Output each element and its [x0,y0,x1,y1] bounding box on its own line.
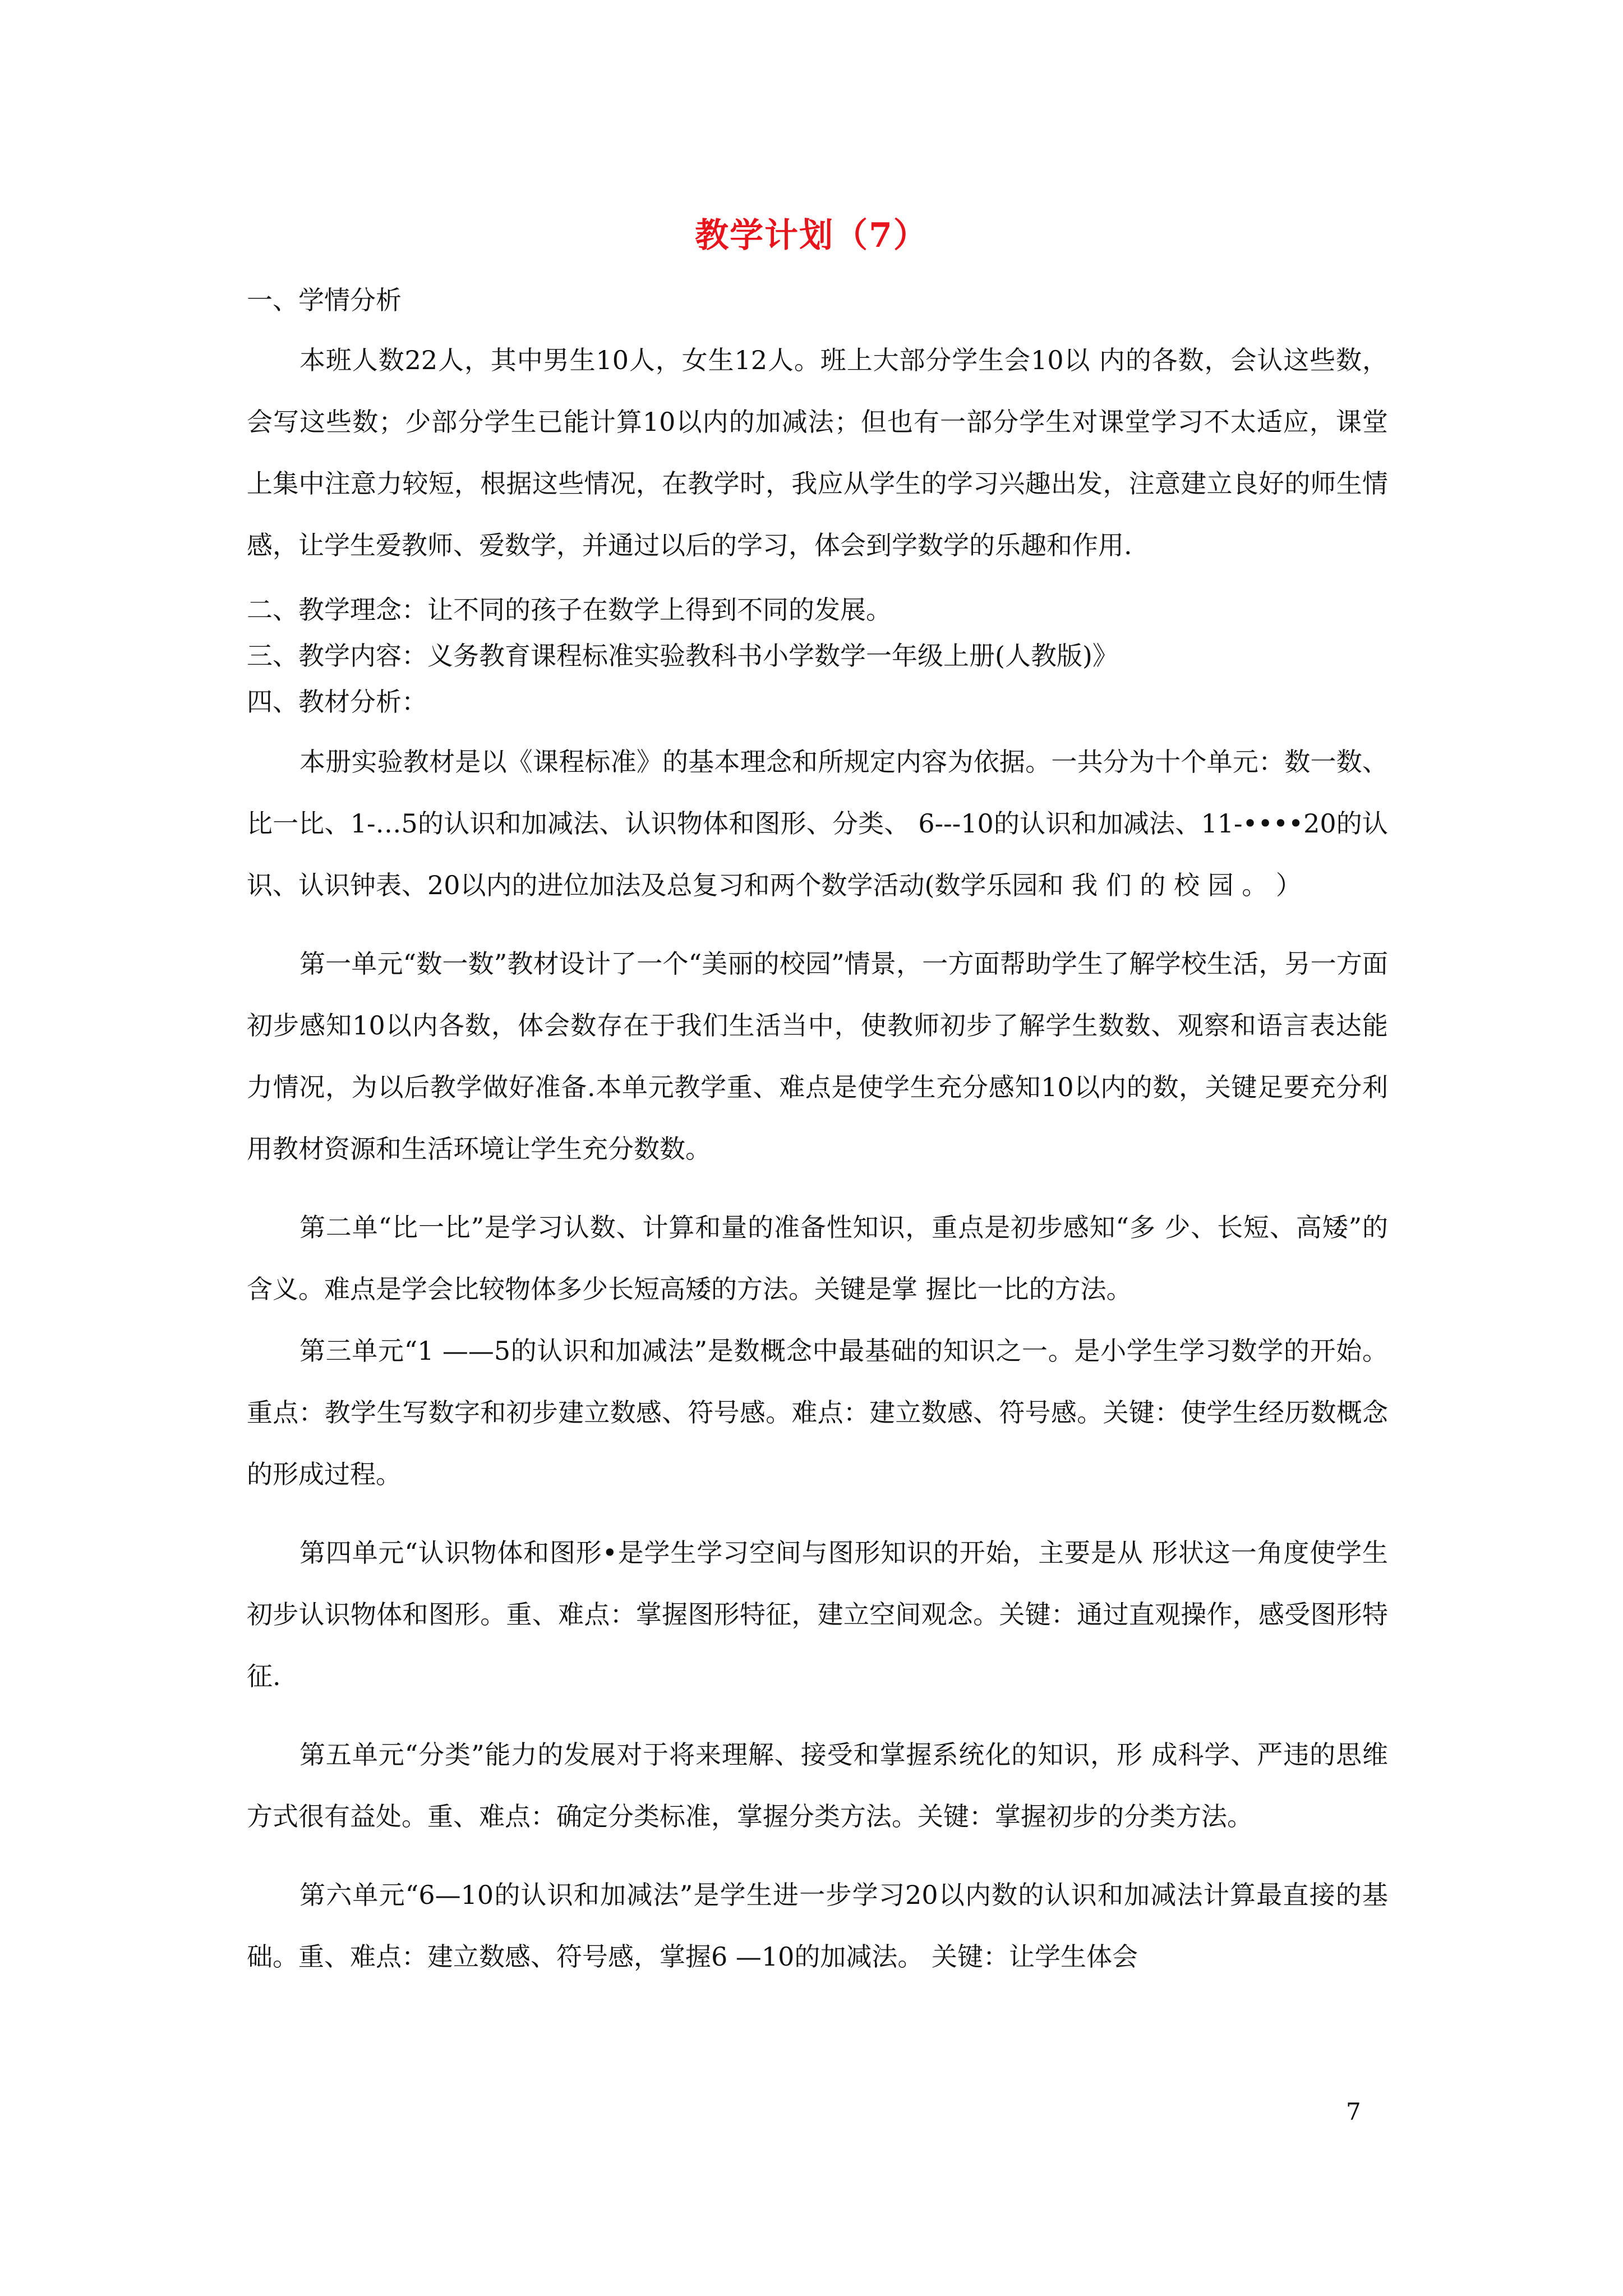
paragraph-unit-1: 第一单元“数一数”教材设计了一个“美丽的校园”情景，一方面帮助学生了解学校生活，另一方面初步感知10以内各数，体会数存在于我们生活当中，使教师初步了解学生数数、观察和语言表达能力情况，为以后教学做好准备.本单元教学重、难点是使学生充分感知10以内的数，关键足要充分利用教材资源和生活环境让学生充分数数。 [247,949,1388,1164]
section-heading-teaching-content: 三、教学内容：义务教育课程标准实验教科书小学数学一年级上册(人教版)》 [247,641,1118,671]
document-body [247,283,1388,1987]
paragraph-unit-4: 第四单元“认识物体和图形•是学生学习空间与图形知识的开始，主要是从 形状这一角度使学生初步认识物体和图形。重、难点：掌握图形特征，建立空间观念。关键：通过直观操作，感受图形特征. [247,1538,1388,1691]
page-title: 教学计划（7） [695,216,928,255]
paragraph-student-analysis: 本班人数22人，其中男生10人，女生12人。班上大部分学生会10以 内的各数，会认这些数，会写这些数；少部分学生已能计算10以内的加减法；但也有一部分学生对课堂学习不太适应，课堂上集中注意力较短，根据这些情况，在教学时，我应从学生的学习兴趣出发，注意建立良好的师生情感，让学生爱教师、爱数学，并通过以后的学习，体会到学数学的乐趣和作用. [247,345,1388,560]
paragraph-unit-5: 第五单元“分类”能力的发展对于将来理解、接受和掌握系统化的知识，形 成科学、严违的思维方式很有益处。重、难点：确定分类标准，掌握分类方法。关键：掌握初步的分类方法。 [247,1740,1388,1832]
paragraph-textbook-intro: 本册实验教材是以《课程标准》的基本理念和所规定内容为依据。一共分为十个单元：数一数、比一比、1-…5的认识和加减法、认识物体和图形、分类、 6---10的认识和加减法、11-••••20的认识、认识钟表、20以内的进位加法及总复习和两个数学活动(数学乐园和 我 们 的 校 园 。 ） [247,747,1388,900]
section-heading-textbook-analysis: 四、教材分析： [247,687,427,717]
page-number: 7 [1346,2098,1361,2125]
paragraph-unit-3: 第三单元“1 ——5的认识和加减法”是数概念中最基础的知识之一。是小学生学习数学的开始。重点：教学生写数字和初步建立数感、符号感。难点：建立数感、符号感。关键：使学生经历数概念的形成过程。 [247,1336,1388,1489]
paragraph-unit-2: 第二单“比一比”是学习认数、计算和量的准备性知识，重点是初步感知“多 少、长短、高矮”的含义。难点是学会比较物体多少长短高矮的方法。关键是掌 握比一比的方法。 [247,1212,1388,1304]
paragraph-unit-6: 第六单元“6—10的认识和加减法”是学生进一步学习20以内数的认识和加减法计算最直接的基础。重、难点：建立数感、符号感，掌握6 —10的加减法。 关键：让学生体会 [247,1880,1388,1972]
section-heading-student-analysis: 一、学情分析 [247,285,402,315]
section-heading-teaching-philosophy: 二、教学理念：让不同的孩子在数学上得到不同的发展。 [247,595,892,625]
